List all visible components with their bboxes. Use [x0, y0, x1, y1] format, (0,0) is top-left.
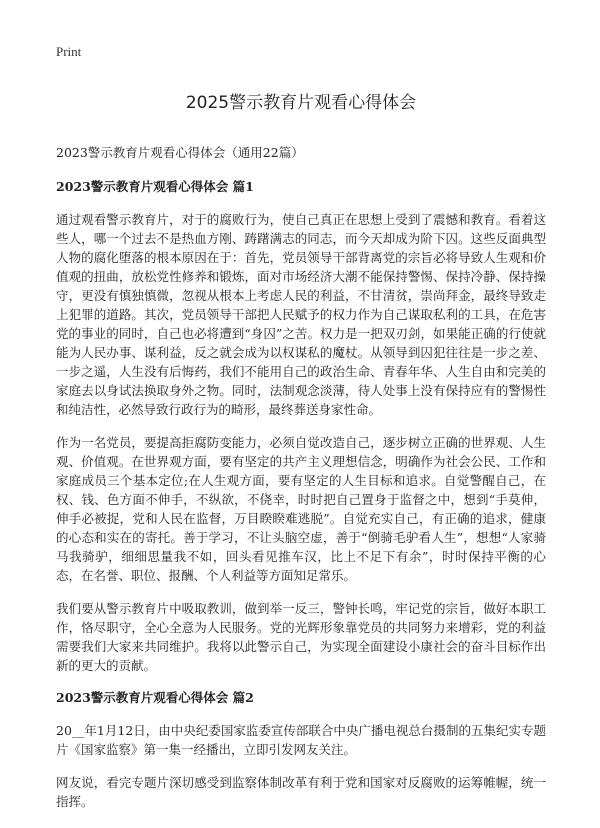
print-link[interactable]: Print — [56, 44, 82, 59]
section-heading-2: 2023警示教育片观看心得体会 篇2 — [56, 690, 254, 705]
paragraph: 网友说，看完专题片深切感受到监察体制改革有利于党和国家对反腐败的运筹帷幄，统一指挥。 — [56, 775, 546, 809]
document-subtitle: 2023警示教育片观看心得体会（通用22篇） — [56, 145, 304, 160]
paragraph: 我们要从警示教育片中吸取教训，做到举一反三，警钟长鸣，牢记党的宗旨，做好本职工作，恪尽职守，全心全意为人民服务。党的光辉形象靠党员的共同努力来增彩，党的利益需要我们大家来共同维护。我将以此警示自己，为实现全面建设小康社会的奋斗目标作出新的更大的贡献。 — [56, 601, 546, 673]
paragraph: 作为一名党员，要提高拒腐防变能力，必须自觉改造自己，逐步树立正确的世界观、人生观、价值观。在世界观方面，要有坚定的共产主义理想信念，明确作为社会公民、工作和家庭成员三个基本定位;在人生观方面，要有坚定的人生目标和追求。自觉警醒自己，在权、钱、色方面不伸手，不纵欲，不侥幸，时时把自己置身于监督之中，想到“手莫伸，伸手必被捉，党和人民在监督，万目睽睽难逃脱”。自觉充实自己，有正确的追求，健康的心态和实在的寄托。善于学习，不让头脑空虚，善于“倒骑毛驴看人生”，想想“人家骑马我骑驴，细细思量我不如，回头看见推车汉，比上不足下有余”，时时保持平衡的心态，在名誉、职位、报酬、个人利益等方面知足常乐。 — [56, 435, 546, 583]
section-heading-1: 2023警示教育片观看心得体会 篇1 — [56, 179, 254, 194]
paragraph: 20__年1月12日，由中央纪委国家监委宣传部联合中央广播电视总台摄制的五集纪实专题片《国家监察》第一集一经播出，立即引发网友关注。 — [56, 723, 546, 757]
paragraph: 通过观看警示教育片，对于的腐败行为，使自己真正在思想上受到了震憾和教育。看着这些人，哪一个过去不是热血方刚、踌躇满志的同志，而今天却成为阶下囚。这些反面典型人物的腐化堕落的根本原因在于：首先，党员领导干部背离党的宗旨必将导致人生观和价值观的扭曲，放松党性修养和锻炼，面对市场经济大潮不能保持警惕、保持冷静、保持操守，更没有慎独慎微，忽视从根本上考虑人民的利益，不甘清贫，崇尚拜金，最终导致走上犯罪的道路。其次，党员领导干部把人民赋予的权力作为自己谋取私利的工具，在危害党的事业的同时，自己也必将遭到“身囚”之苦。权力是一把双刃剑，如果能正确的行使就能为人民办事、谋利益，反之就会成为以权谋私的魔杖。从领导到囚犯往往是一步之差、一步之遥，人生没有后悔药，我们不能用自己的政治生命、青春年华、人生自由和完美的家庭去以身试法换取身外之物。同时，法制观念淡薄，待人处事上没有保持应有的警惕性和纯洁性，必然导致行政行为的畸形，最终葬送身家性命。 — [56, 212, 546, 417]
page-title: 2025警示教育片观看心得体会 — [185, 93, 417, 113]
